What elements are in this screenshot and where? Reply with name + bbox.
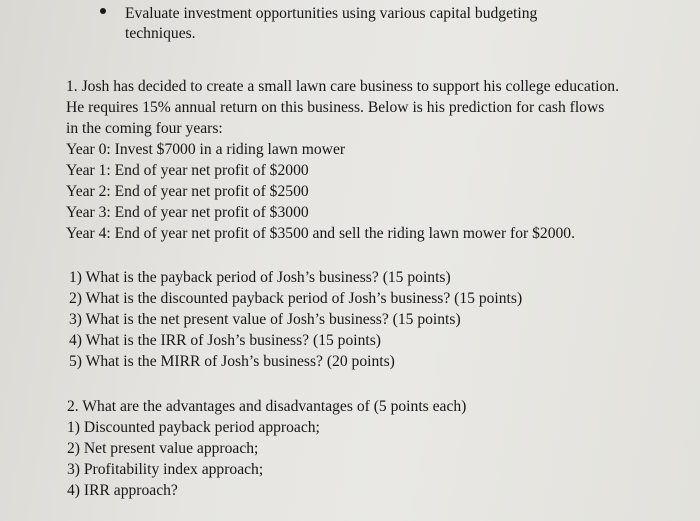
problem-2-line: 2. What are the advantages and disadvantages of (5 points each)	[67, 398, 467, 415]
problem-2-item: 1) Discounted payback period approach;	[67, 419, 320, 436]
bullet-dot-icon	[100, 8, 106, 14]
question-irr: 4) What is the IRR of Josh’s business? (15 points)	[69, 332, 382, 349]
problem-1-line: in the coming four years:	[66, 120, 223, 137]
problem-2-item: 2) Net present value approach;	[67, 440, 259, 457]
intro-bullet-line: Evaluate investment opportunities using various capital budgeting	[125, 5, 538, 22]
cash-flow-year-1: Year 1: End of year net profit of $2000	[66, 162, 309, 179]
cash-flow-year-0: Year 0: Invest $7000 in a riding lawn mower	[66, 141, 346, 158]
question-discounted-payback: 2) What is the discounted payback period of Josh’s business? (15 points)	[69, 290, 523, 307]
problem-1-line: 1. Josh has decided to create a small lawn care business to support his college education.	[66, 78, 619, 95]
cash-flow-year-2: Year 2: End of year net profit of $2500	[66, 183, 309, 200]
problem-2-item: 3) Profitability index approach;	[67, 461, 264, 478]
cash-flow-year-3: Year 3: End of year net profit of $3000	[66, 204, 309, 221]
problem-1-line: He requires 15% annual return on this business. Below is his prediction for cash flows	[66, 99, 605, 116]
question-npv: 3) What is the net present value of Josh’s business? (15 points)	[69, 311, 461, 328]
intro-bullet-line: techniques.	[125, 25, 196, 42]
problem-2-item: 4) IRR approach?	[67, 482, 178, 499]
question-payback: 1) What is the payback period of Josh’s business? (15 points)	[69, 269, 451, 286]
cash-flow-year-4: Year 4: End of year net profit of $3500 and sell the riding lawn mower for $2000.	[66, 225, 575, 242]
question-mirr: 5) What is the MIRR of Josh’s business? (20 points)	[69, 353, 395, 370]
